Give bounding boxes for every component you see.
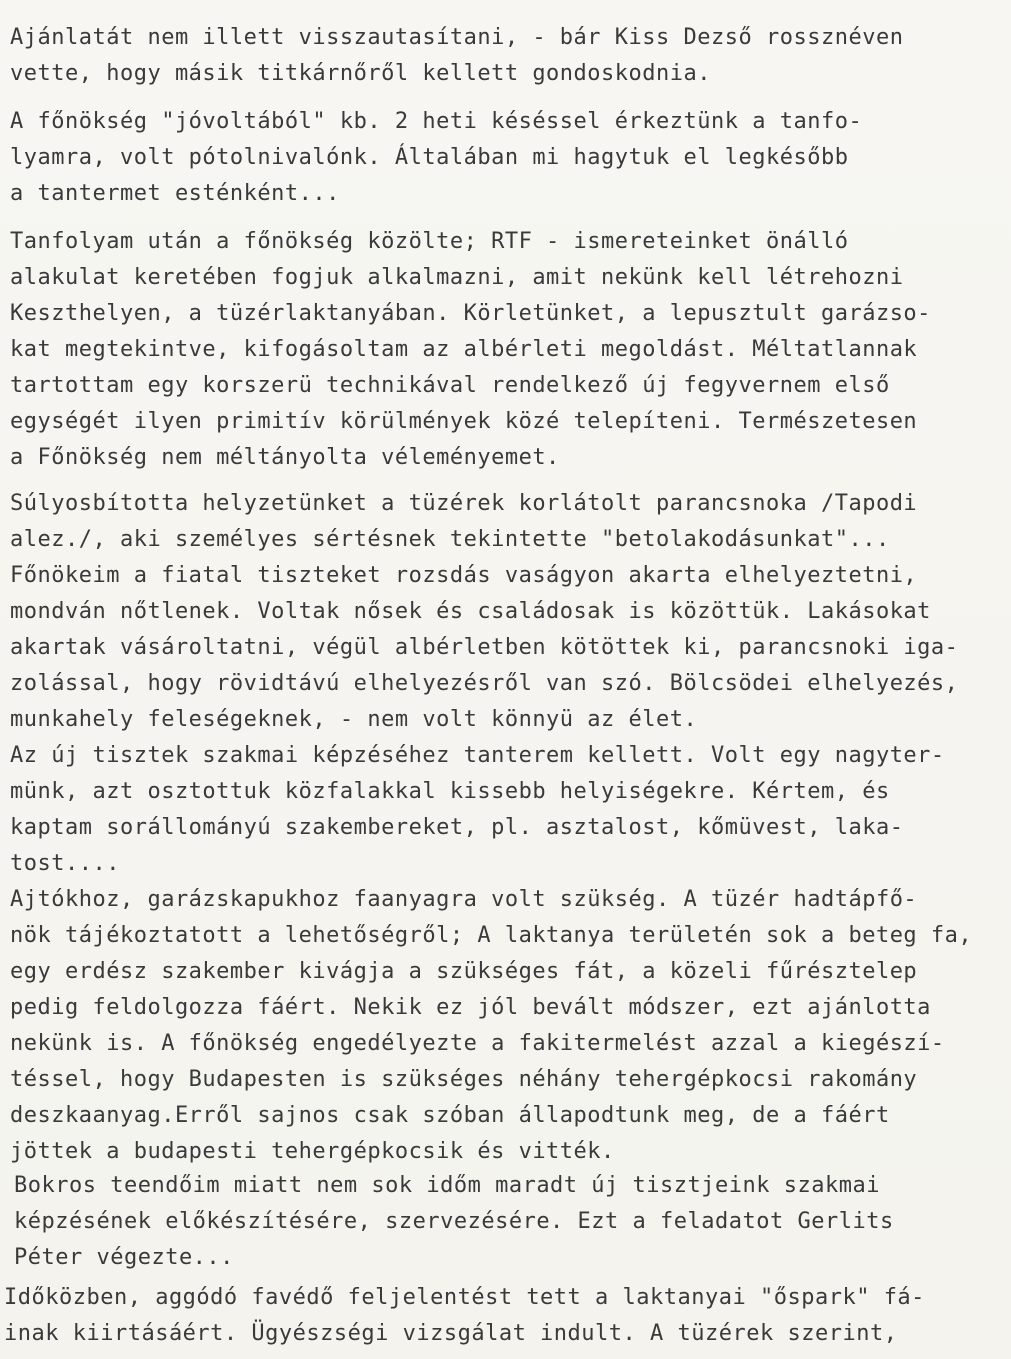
- text-line: A főnökség "jóvoltából" kb. 2 heti késéssel érkeztünk a tanfo-: [10, 109, 863, 134]
- text-line: egységét ilyen primitív körülmények közé telepíteni. Természetesen: [10, 409, 918, 434]
- text-line: alakulat keretében fogjuk alkalmazni, amit nekünk kell létrehozni: [10, 265, 904, 290]
- text-line: nök tájékoztatott a lehetőségről; A laktanya területén sok a beteg fa,: [10, 923, 973, 948]
- paragraph-4: [10, 486, 972, 1170]
- text-line: alez./, aki személyes sértésnek tekintette "betolakodásunkat"...: [10, 527, 890, 552]
- text-line: inak kiirtásáért. Ügyészségi vizsgálat indult. A tüzérek szerint,: [4, 1321, 898, 1346]
- text-line: Bokros teendőim miatt nem sok időm maradt új tisztjeink szakmai: [14, 1173, 880, 1198]
- text-line: egy erdész szakember kivágja a szükséges fát, a közeli fűrésztelep: [10, 959, 918, 984]
- text-line: a Főnökség nem méltányolta véleményemet.: [10, 445, 560, 470]
- text-line: Keszthelyen, a tüzérlaktanyában. Körletünket, a lepusztult garázso-: [10, 301, 931, 326]
- text-line: Ajánlatát nem illett visszautasítani, - bár Kiss Dezső rossznéven: [10, 25, 904, 50]
- text-line: Súlyosbította helyzetünket a tüzérek korlátolt parancsnoka /Tapodi: [10, 491, 918, 516]
- paragraph-6: [4, 1280, 925, 1352]
- text-line: tartottam egy korszerü technikával rendelkező új fegyvernem első: [10, 373, 890, 398]
- text-line: nekünk is. A főnökség engedélyezte a fakitermelést azzal a kiegészí-: [10, 1031, 945, 1056]
- paragraph-3: [10, 224, 931, 476]
- text-line: a tantermet esténként...: [10, 181, 340, 206]
- paragraph-2: [10, 104, 862, 212]
- text-line: kat megtekintve, kifogásoltam az albérleti megoldást. Méltatlannak: [10, 337, 918, 362]
- paragraph-5: [14, 1168, 894, 1276]
- text-line: zolással, hogy rövidtávú elhelyezésről van szó. Bölcsödei elhelyezés,: [10, 671, 959, 696]
- text-line: tost....: [10, 851, 120, 876]
- text-line: kaptam sorállományú szakembereket, pl. asztalost, kőmüvest, laka-: [10, 815, 904, 840]
- text-line: münk, azt osztottuk közfalakkal kissebb helyiségekre. Kértem, és: [10, 779, 890, 804]
- text-line: Péter végezte...: [14, 1245, 234, 1270]
- text-line: munkahely feleségeknek, - nem volt könnyü az élet.: [10, 707, 698, 732]
- text-line: akartak vásároltatni, végül albérletben kötöttek ki, parancsnoki iga-: [10, 635, 959, 660]
- text-line: képzésének előkészítésére, szervezésére. Ezt a feladatot Gerlits: [14, 1209, 894, 1234]
- text-line: Időközben, aggódó favédő feljelentést tett a laktanyai "őspark" fá-: [4, 1285, 925, 1310]
- text-line: téssel, hogy Budapesten is szükséges néhány tehergépkocsi rakomány: [10, 1067, 918, 1092]
- text-line: Főnökeim a fiatal tiszteket rozsdás vaságyon akarta elhelyeztetni,: [10, 563, 918, 588]
- text-line: Ajtókhoz, garázskapukhoz faanyagra volt szükség. A tüzér hadtápfő-: [10, 887, 918, 912]
- text-line: lyamra, volt pótolnivalónk. Általában mi hagytuk el legkésőbb: [10, 145, 849, 170]
- text-line: Tanfolyam után a főnökség közölte; RTF - ismereteinket önálló: [10, 229, 849, 254]
- paragraph-1: [10, 20, 903, 92]
- text-line: jöttek a budapesti tehergépkocsik és vitték.: [10, 1139, 615, 1164]
- text-line: deszkaanyag.Erről sajnos csak szóban állapodtunk meg, de a fáért: [10, 1103, 890, 1128]
- text-line: Az új tisztek szakmai képzéséhez tanterem kellett. Volt egy nagyter-: [10, 743, 945, 768]
- text-line: pedig feldolgozza fáért. Nekik ez jól bevált módszer, ezt ajánlotta: [10, 995, 931, 1020]
- text-line: vette, hogy másik titkárnőről kellett gondoskodnia.: [10, 61, 712, 86]
- text-line: mondván nőtlenek. Voltak nősek és családosak is közöttük. Lakásokat: [10, 599, 931, 624]
